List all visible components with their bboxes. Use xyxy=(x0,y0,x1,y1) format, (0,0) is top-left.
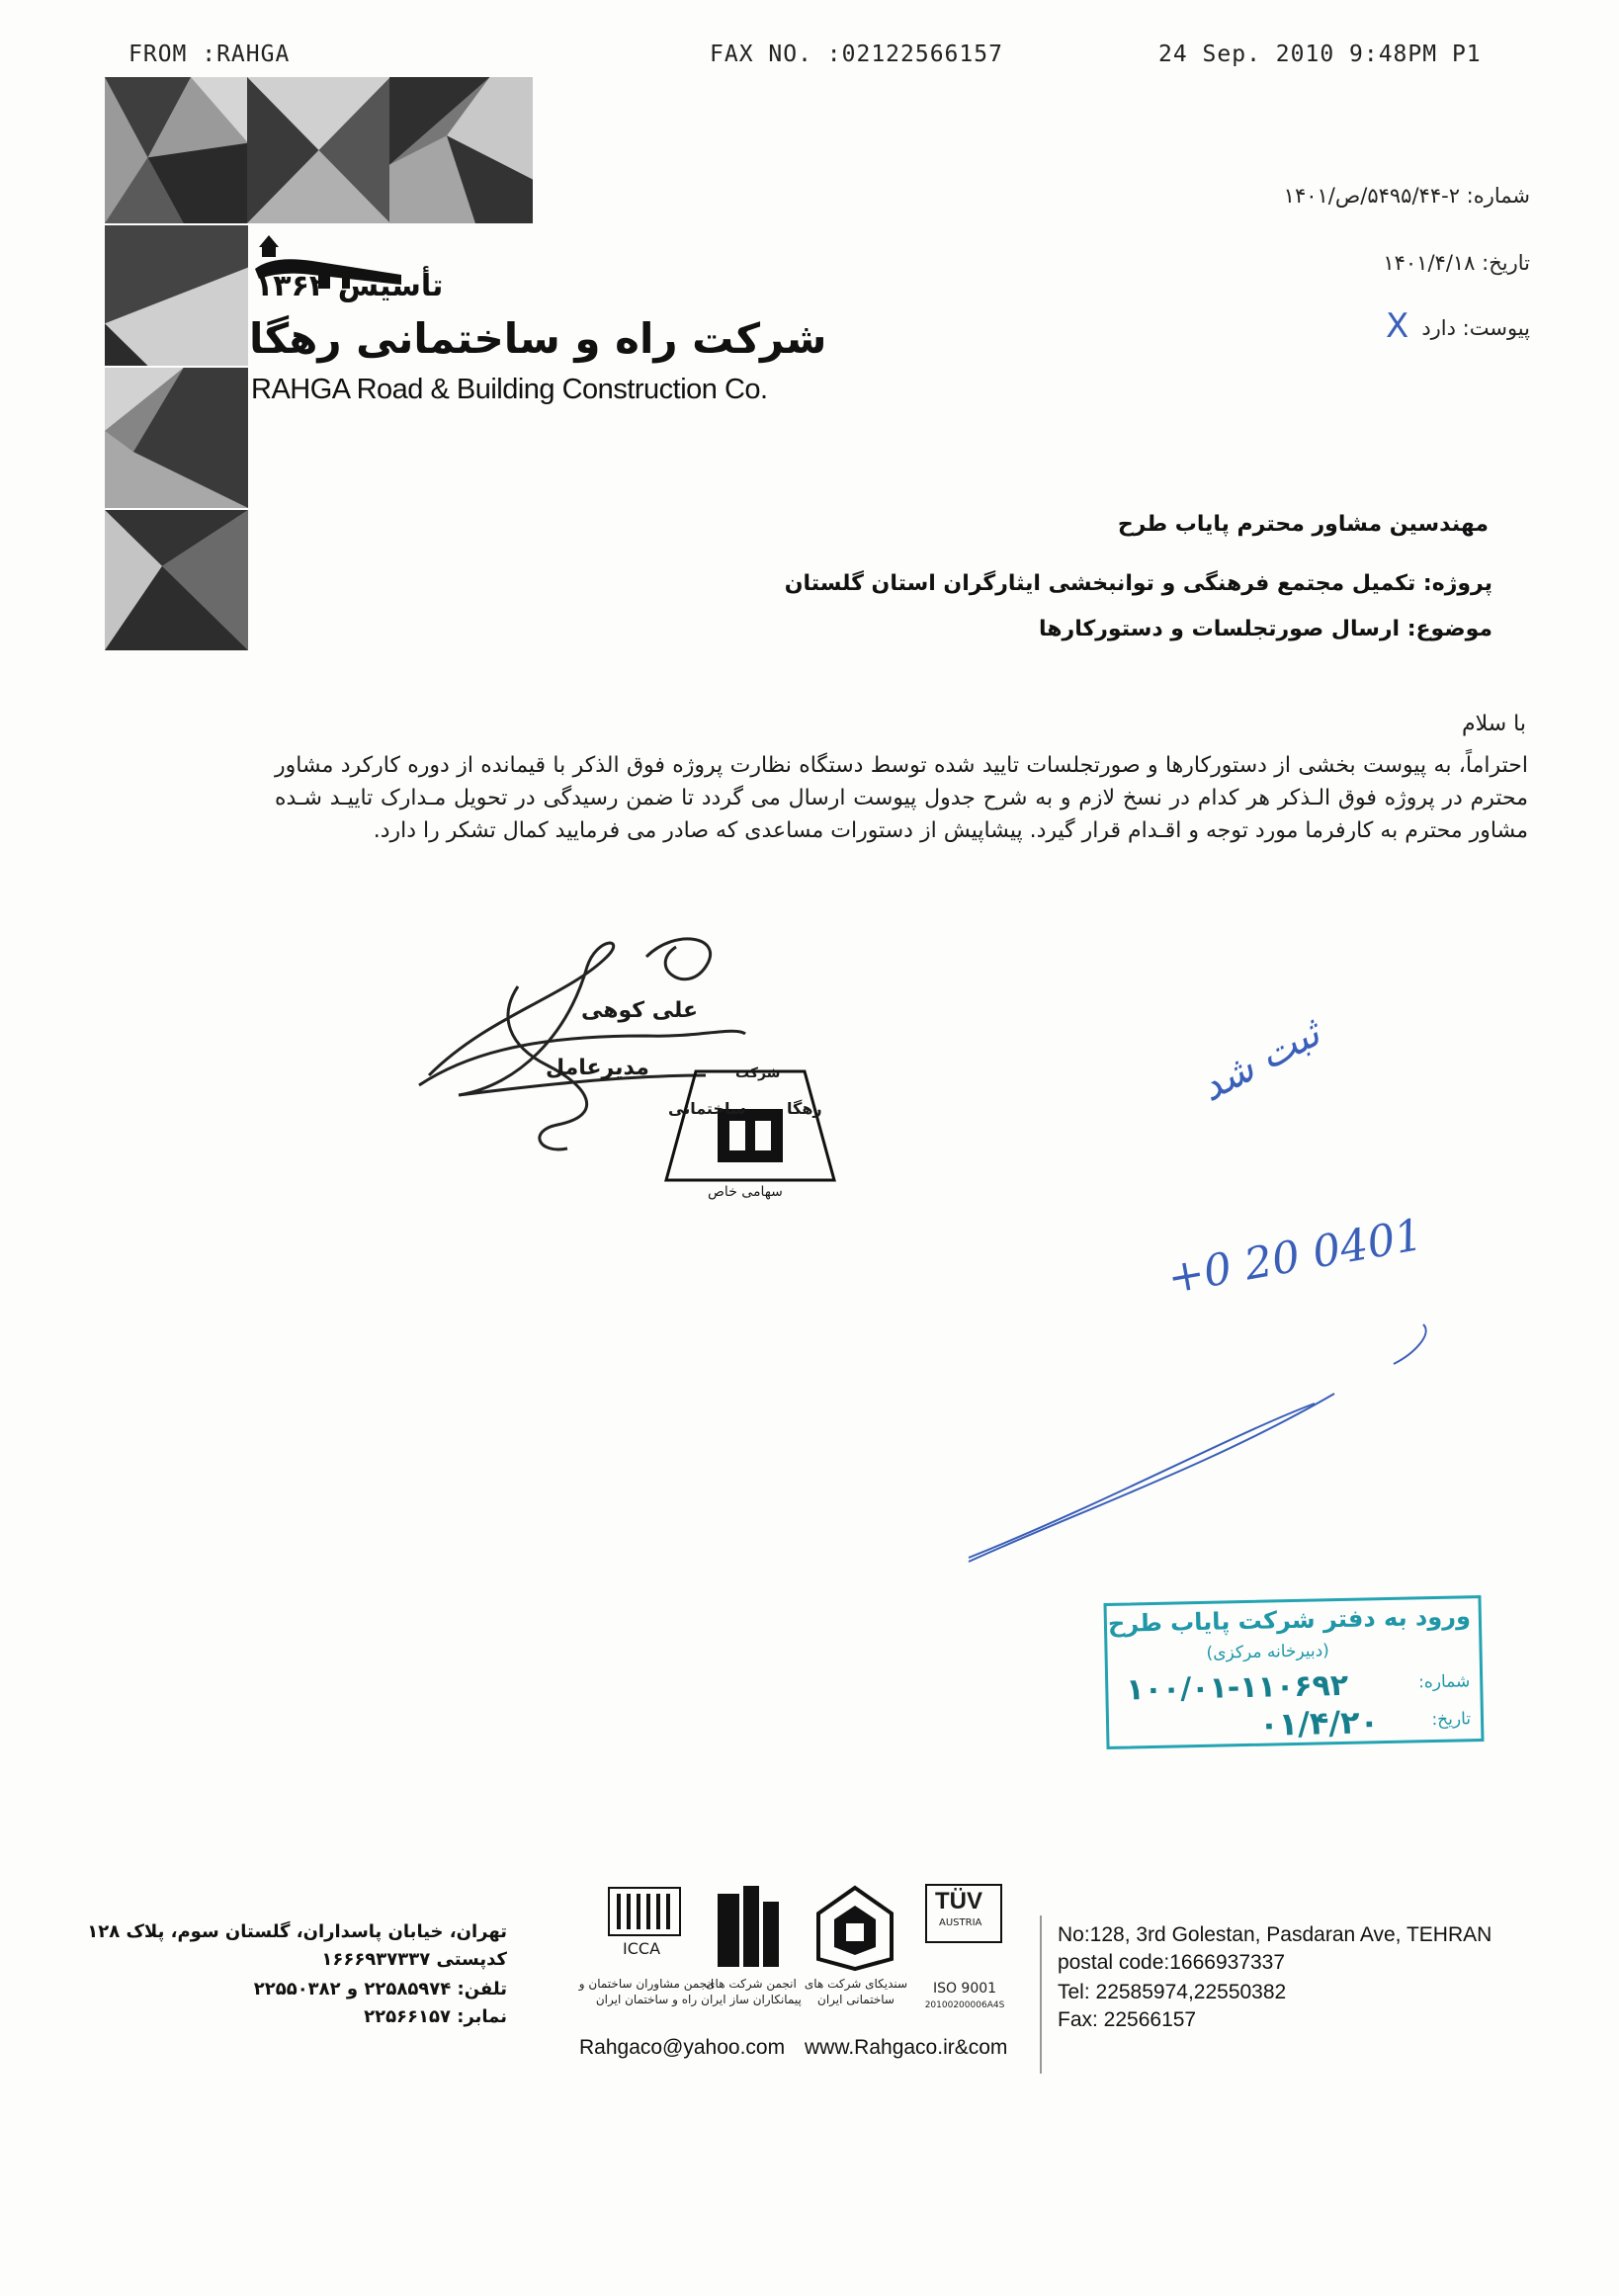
pattern-tile xyxy=(247,77,390,223)
attachment-mark: X xyxy=(1386,306,1409,346)
seal-top-text: شرکت xyxy=(735,1065,781,1081)
icca-logo xyxy=(603,1884,686,1973)
contractors-association-logo xyxy=(714,1884,783,1971)
iso-cert-number: 20100200006A4S xyxy=(924,2000,1005,2010)
seal-center-text: رهگا xyxy=(787,1099,822,1118)
tuv-label: TÜV xyxy=(935,1888,982,1914)
syndicate-logo xyxy=(814,1884,895,1973)
seal-bottom-text: سهامی خاص xyxy=(708,1184,783,1200)
handwritten-number: +0 20 0401 xyxy=(1163,1209,1427,1305)
icca-label: ICCA xyxy=(623,1939,661,1958)
letter-number: شماره: ۲-۵۴۹۵/۴۴/ص/۱۴۰۱ xyxy=(1283,184,1530,208)
tuv-sub: AUSTRIA xyxy=(939,1917,982,1928)
stamp-subtitle: (دبیرخانه مرکزی) xyxy=(1206,1641,1330,1663)
project-line: پروژه: تکمیل مجتمع فرهنگی و توانبخشی ایثارگران استان گلستان xyxy=(784,571,1492,596)
registration-stamp xyxy=(1103,1595,1484,1749)
handwritten-note: ثبت شد xyxy=(1192,1010,1327,1111)
letter-attachment: پیوست: دارد xyxy=(1421,316,1530,340)
footer-en-tel: Tel: 22585974,22550382 xyxy=(1058,1981,1287,2003)
addressee: مهندسین مشاور محترم پایاب طرح xyxy=(1117,512,1489,537)
footer-en-postal: postal code:1666937337 xyxy=(1058,1951,1286,1974)
signer-name: علی کوهی xyxy=(581,998,699,1023)
pattern-tile xyxy=(105,510,248,650)
footer-en-fax: Fax: 22566157 xyxy=(1058,2008,1197,2031)
contractors-caption-2: پیمانکاران ساز ایران xyxy=(701,1993,802,2006)
syndicate-caption-1: سندیکای شرکت های xyxy=(804,1977,908,1991)
founded-year: تأسیس ۱۳۶۲ xyxy=(255,269,444,303)
letter-date: تاریخ: ۱۴۰۱/۴/۱۸ xyxy=(1383,251,1530,275)
stamp-date-label: تاریخ: xyxy=(1431,1709,1472,1731)
footer-en-address: No:128, 3rd Golestan, Pasdaran Ave, TEHRAN xyxy=(1058,1923,1492,1946)
seal-side-text: ساختمانی xyxy=(668,1099,746,1118)
stamp-number-value: ۱۰۰/۰۱-۱۱۰۶۹۲ xyxy=(1125,1667,1349,1708)
icca-caption-1: انجمن مشاوران ساختمان و xyxy=(578,1977,715,1991)
iso-caption: ISO 9001 xyxy=(932,1981,997,1997)
footer-fa-address: تهران، خیابان پاسداران، گلستان سوم، پلاک ۱۲۸ xyxy=(87,1921,507,1942)
signer-title: مدیرعامل xyxy=(546,1056,649,1080)
footer-divider xyxy=(1040,1915,1042,2074)
handwritten-line xyxy=(959,1315,1473,1572)
tuv-iso-logo xyxy=(925,1884,1004,1973)
company-name-fa: شرکت راه و ساختمانی رهگا xyxy=(249,314,827,363)
pattern-tile xyxy=(105,368,248,508)
pattern-tile xyxy=(105,225,248,366)
fax-from: FROM :RAHGA xyxy=(128,42,291,67)
syndicate-caption-2: ساختمانی ایران xyxy=(817,1993,895,2006)
fax-datetime: 24 Sep. 2010 9:48PM P1 xyxy=(1158,42,1482,67)
body-paragraph: احتراماً، به پیوست بخشی از دستورکارها و صورتجلسات تایید شده توسط دستگاه نظارت پروژه فوق الذکر با قیمانده از دوره کارکرد مشاور محترم در پروژه فوق الـذکر هر کدام در نسخ لازم و به شرح جدول پیوست ارسال می گردد تا ضمن رسیدگی در تحویل مـدارک تاییـد شـده مشاور محترم به کارفرما مورد توجه و اقـدام قرار گیرد. پیشاپیش از دستورات مساعدی که صادر می فرمایید کمال تشکر را دارد. xyxy=(275,753,1528,843)
fax-number: FAX NO. :02122566157 xyxy=(710,42,1003,67)
footer-website[interactable]: www.Rahgaco.ir&com xyxy=(805,2036,1008,2059)
pattern-tile xyxy=(389,77,533,223)
stamp-number-label: شماره: xyxy=(1417,1671,1471,1693)
footer-fa-phone: تلفن: ۲۲۵۸۵۹۷۴ و ۲۲۵۵۰۳۸۲ xyxy=(253,1979,507,1999)
subject-line: موضوع: ارسال صورتجلسات و دستورکارها xyxy=(1039,617,1492,641)
stamp-title: ورود به دفتر شرکت پایاب طرح xyxy=(1107,1602,1472,1638)
footer-fa-postal: کدپستی ۱۶۶۶۹۳۷۳۳۷ xyxy=(321,1949,507,1970)
greeting: با سلام xyxy=(1461,712,1526,736)
footer-email[interactable]: Rahgaco@yahoo.com xyxy=(579,2036,786,2059)
icca-caption-2: راه و ساختمان ایران xyxy=(595,1993,698,2006)
company-name-en: RAHGA Road & Building Construction Co. xyxy=(251,374,768,405)
pattern-tile xyxy=(105,77,248,223)
footer-fa-fax: نمابر: ۲۲۵۶۶۱۵۷ xyxy=(364,2006,507,2027)
stamp-date-value: ۰۱/۴/۲۰ xyxy=(1258,1703,1380,1743)
contractors-caption-1: انجمن شرکت های xyxy=(706,1977,797,1991)
